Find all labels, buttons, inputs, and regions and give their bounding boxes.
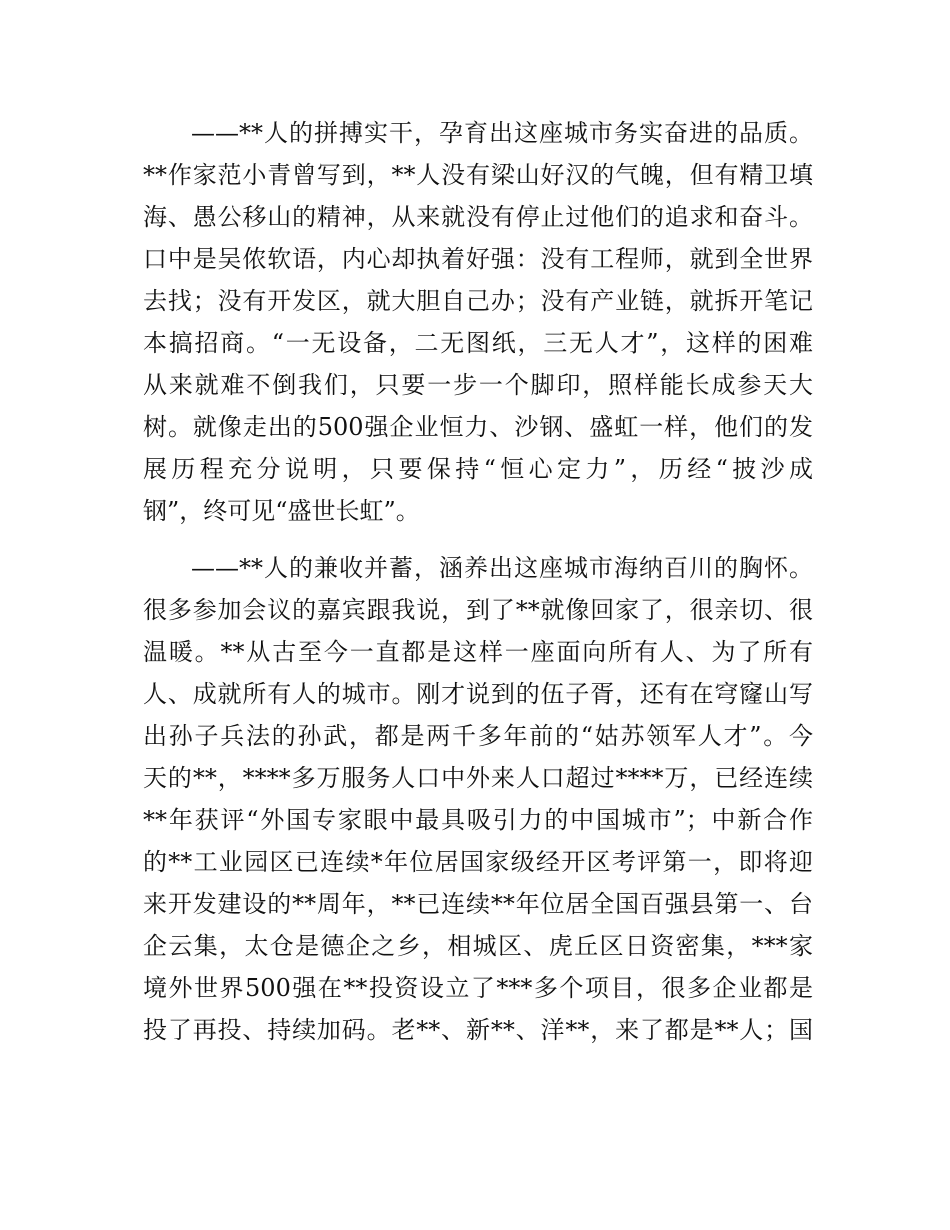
- paragraph-line: 出孙子兵法的孙武，都是两千多年前的“姑苏领军人才”。今: [143, 722, 813, 750]
- paragraph-line: 的**工业园区已连续*年位居国家级经开区考评第一，即将迎: [143, 848, 813, 876]
- paragraph-line: 展历程充分说明，只要保持“恒心定力”，历经“披沙成: [143, 455, 813, 483]
- paragraph-line: 口中是吴侬软语，内心却执着好强：没有工程师，就到全世界: [143, 245, 813, 273]
- paragraph-line: 很多参加会议的嘉宾跟我说，到了**就像回家了，很亲切、很: [143, 596, 813, 624]
- paragraph-line: **年获评“外国专家眼中最具吸引力的中国城市”；中新合作: [143, 806, 813, 834]
- paragraph-line: **作家范小青曾写到，**人没有梁山好汉的气魄，但有精卫填: [143, 161, 813, 189]
- paragraph-line: 温暖。**从古至今一直都是这样一座面向所有人、为了所有: [143, 638, 813, 666]
- paragraph-line: ——**人的兼收并蓄，涵养出这座城市海纳百川的胸怀。: [191, 554, 813, 582]
- paragraph-line: 从来就难不倒我们，只要一步一个脚印，照样能长成参天大: [143, 371, 813, 399]
- paragraph-line: 去找；没有开发区，就大胆自己办；没有产业链，就拆开笔记: [143, 287, 813, 315]
- paragraph-line: 本搞招商。“一无设备，二无图纸，三无人才”，这样的困难: [143, 329, 813, 357]
- paragraph-line: ——**人的拼搏实干，孕育出这座城市务实奋进的品质。: [191, 119, 813, 147]
- paragraph-line: 钢”，终可见“盛世长虹”。: [143, 497, 420, 525]
- paragraph-line: 来开发建设的**周年，**已连续**年位居全国百强县第一、台: [143, 890, 813, 918]
- paragraph-line: 企云集，太仓是德企之乡，相城区、虎丘区日资密集，***家: [143, 932, 813, 960]
- paragraph-line: 树。就像走出的500强企业恒力、沙钢、盛虹一样，他们的发: [143, 413, 813, 441]
- paragraph-line: 天的**，****多万服务人口中外来人口超过****万，已经连续: [143, 764, 813, 792]
- paragraph-line: 投了再投、持续加码。老**、新**、洋**，来了都是**人；国: [143, 1016, 813, 1044]
- paragraph-line: 海、愚公移山的精神，从来就没有停止过他们的追求和奋斗。: [143, 203, 813, 231]
- paragraph-line: 境外世界500强在**投资设立了***多个项目，很多企业都是: [143, 974, 813, 1002]
- paragraph-line: 人、成就所有人的城市。刚才说到的伍子胥，还有在穹窿山写: [143, 680, 813, 708]
